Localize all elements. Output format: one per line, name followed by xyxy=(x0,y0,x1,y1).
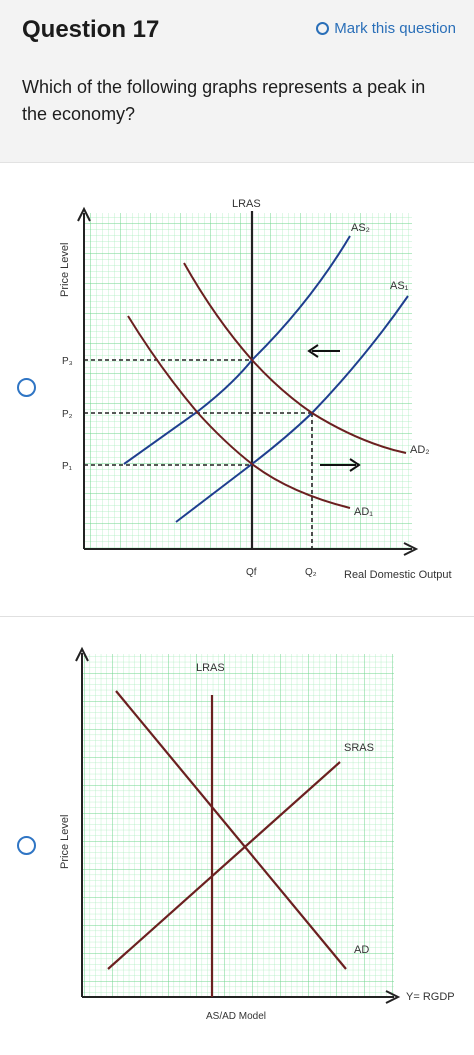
question-title: Question 17 xyxy=(22,16,160,43)
as2-label: AS₂ xyxy=(351,222,370,234)
q2-label: Q₂ xyxy=(305,567,317,578)
lras-label: LRAS xyxy=(232,198,261,210)
option-2-graph xyxy=(0,617,474,1055)
graph-caption: AS/AD Model xyxy=(206,1011,267,1022)
ad-label: AD xyxy=(354,944,370,956)
as1-label: AS₁ xyxy=(390,280,409,292)
qf-label: Qf xyxy=(246,567,257,578)
x-axis-label: Real Domestic Output xyxy=(344,569,452,581)
graph-grid xyxy=(84,213,412,549)
p2-label: P₂ xyxy=(62,409,73,420)
option-1-graph xyxy=(0,163,474,616)
x-axis-label: Y= RGDP xyxy=(406,991,455,1003)
question-text: Which of the following graphs represents a peak in the economy? xyxy=(22,77,426,124)
ad1-label: AD₁ xyxy=(354,506,373,518)
lras-label: LRAS xyxy=(196,662,225,674)
p3-label: P₃ xyxy=(62,356,73,367)
ad2-label: AD₂ xyxy=(410,444,430,456)
y-axis-label: Price Level xyxy=(59,814,71,869)
circle-outline-icon xyxy=(316,22,329,35)
mark-question-label: Mark this question xyxy=(334,20,456,37)
sras-label: SRAS xyxy=(344,742,374,754)
y-axis-label: Price Level xyxy=(59,242,71,297)
question-header xyxy=(0,0,474,163)
p1-label: P₁ xyxy=(62,461,73,472)
mark-question-button[interactable] xyxy=(316,20,456,37)
answer-option-1[interactable] xyxy=(0,163,474,617)
answer-option-2[interactable] xyxy=(0,617,474,1055)
